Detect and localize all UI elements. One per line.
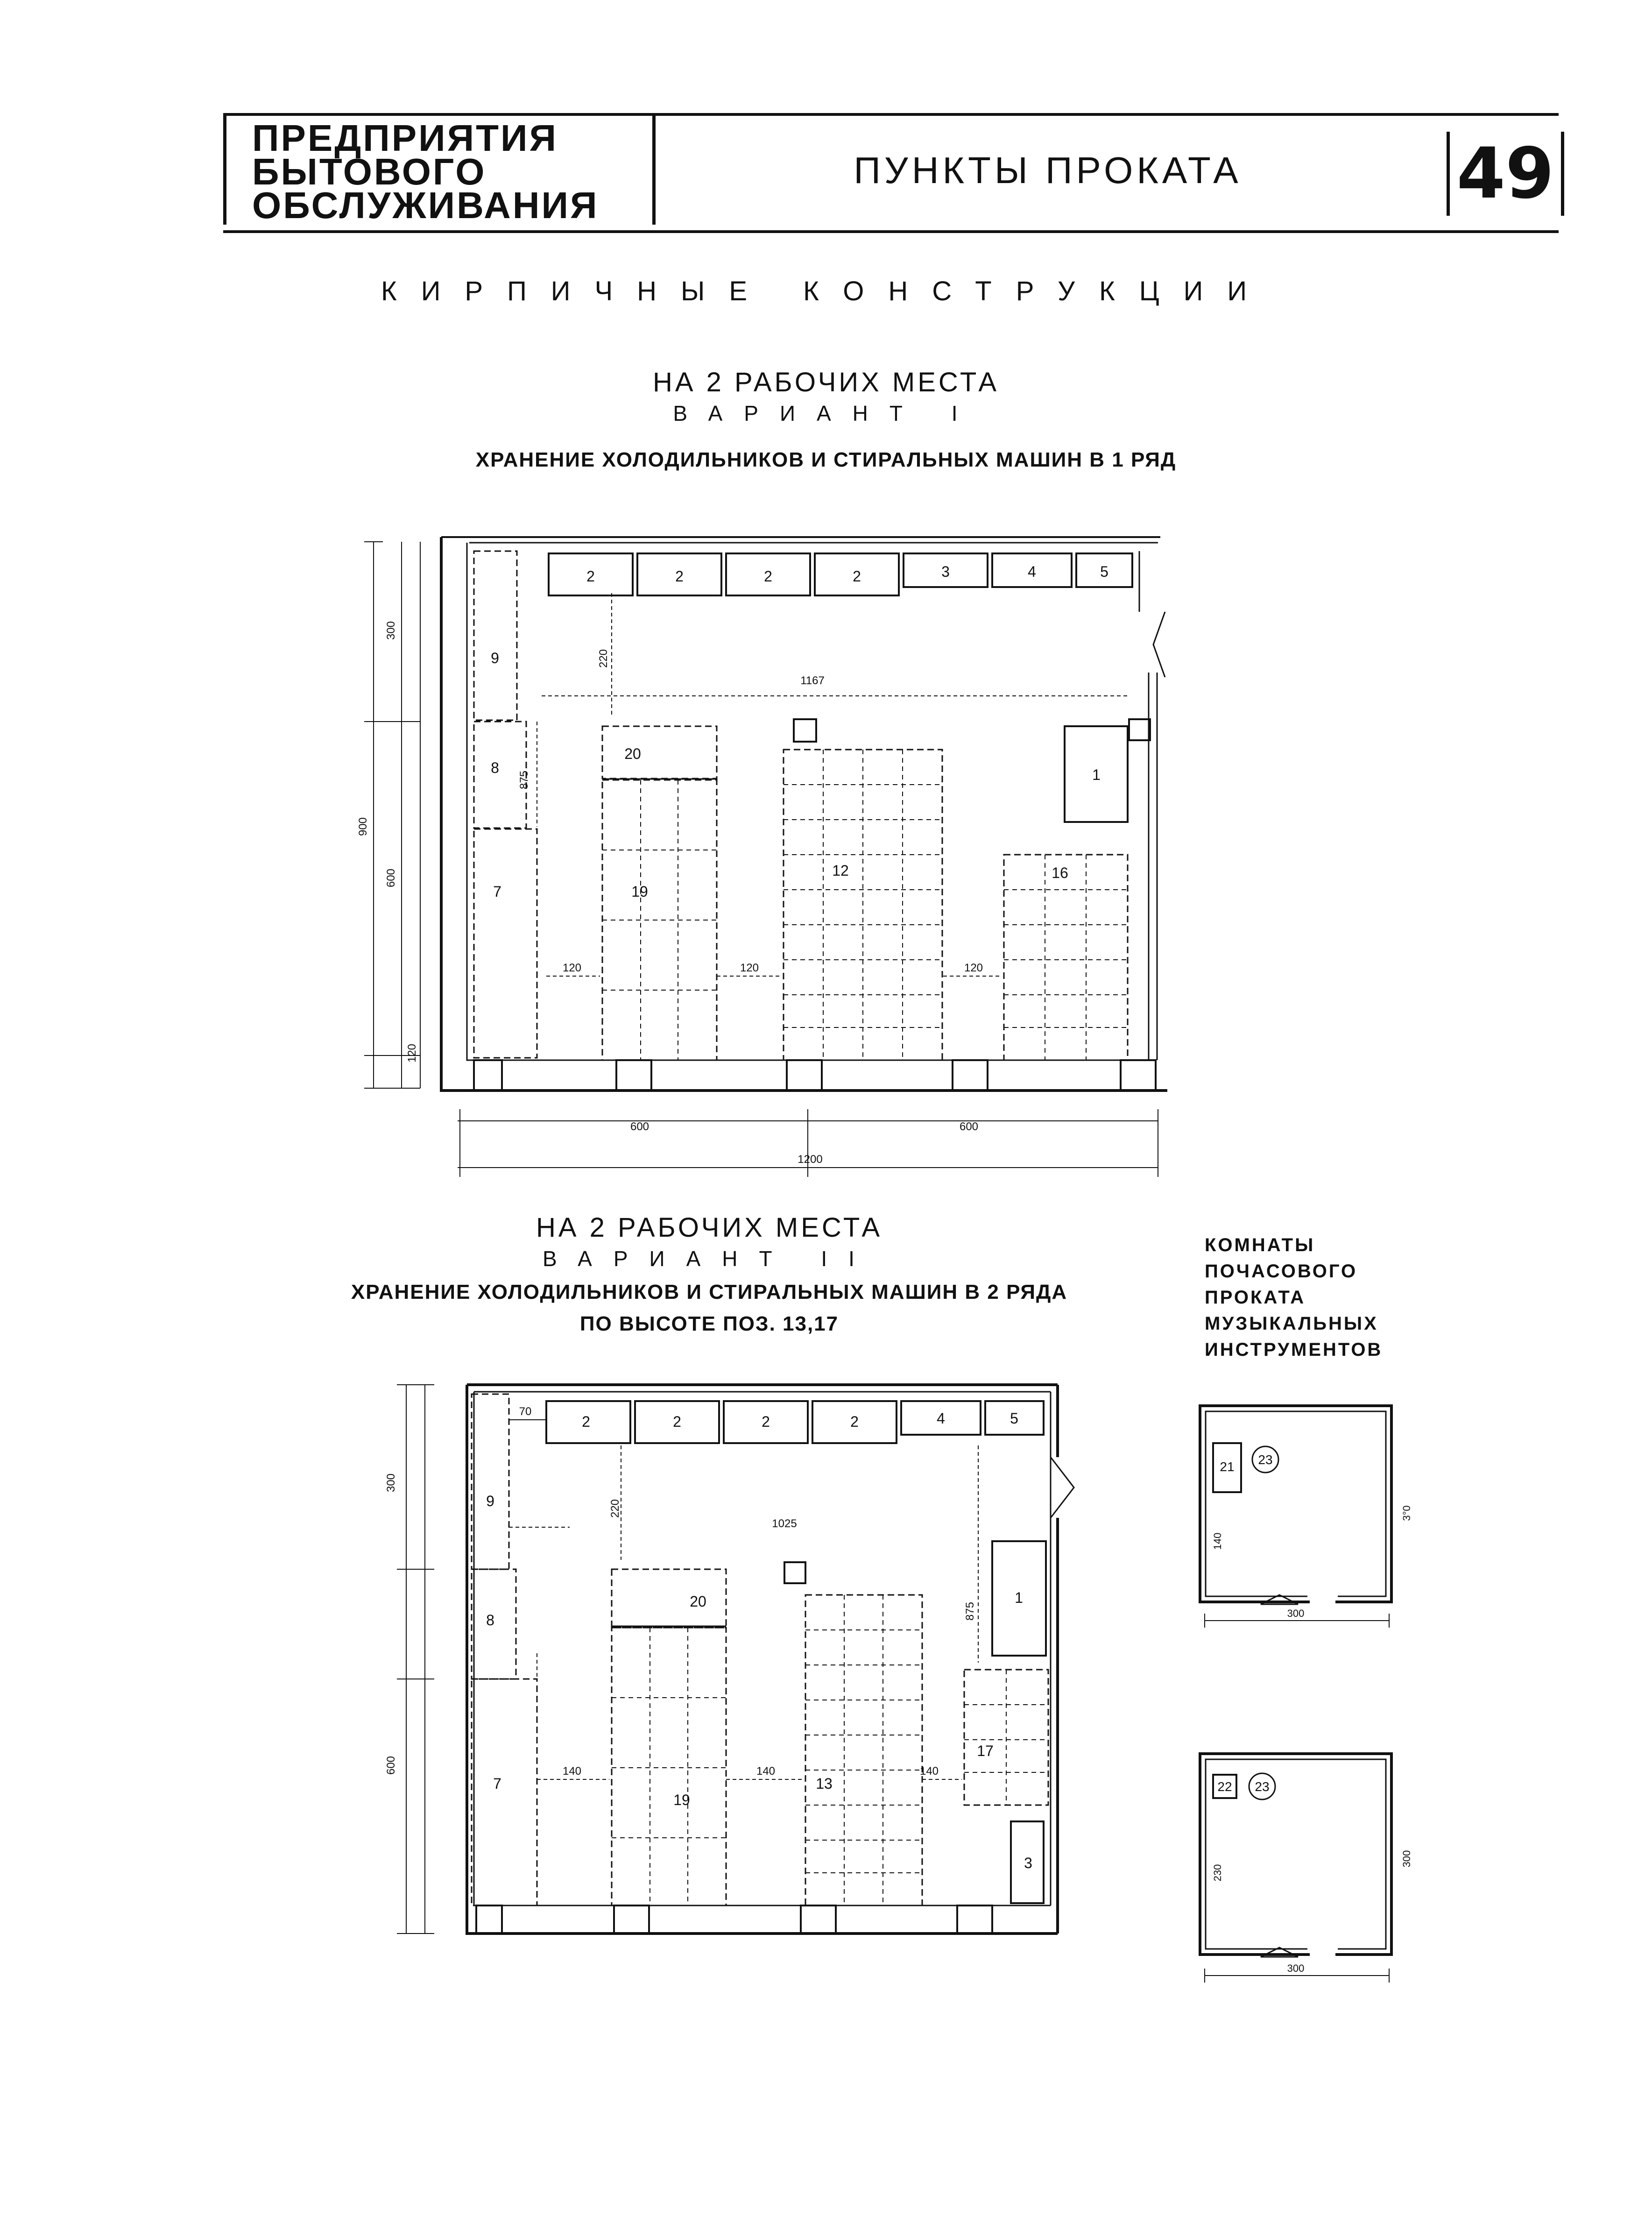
page-subtitle: КИРПИЧНЫЕ КОНСТРУКЦИИ xyxy=(381,276,1271,306)
plan1-label-19: 19 xyxy=(631,883,648,900)
section-title-line2: БЫТОВОГО xyxy=(252,151,487,192)
plan1-dim-600-right: 600 xyxy=(959,1120,979,1133)
plan1-dim-875: 875 xyxy=(518,770,530,790)
plan1-label-7: 7 xyxy=(493,883,501,900)
room2-dim-width: 300 xyxy=(1287,1962,1305,1974)
plan2-wall xyxy=(467,1385,1058,1934)
plan2-caption-line2: ПО ВЫСОТЕ ПОЗ. 13,17 xyxy=(579,1312,839,1335)
plan2-column xyxy=(784,1562,805,1583)
plan1-label-1: 1 xyxy=(1092,766,1101,783)
plan1-dim-120-a: 120 xyxy=(562,962,582,974)
plan1-dim-600-left: 600 xyxy=(630,1120,650,1133)
plan1-label-item-5: 5 xyxy=(1100,563,1108,580)
room1-dim-140: 140 xyxy=(1212,1532,1223,1550)
plan2-dim-875: 875 xyxy=(964,1601,976,1621)
plan1-dim-120-vertical: 120 xyxy=(406,1043,418,1063)
plan2-footing xyxy=(476,1905,502,1934)
plan1-label-item-2c: 2 xyxy=(764,568,772,585)
plan1-label-12: 12 xyxy=(832,862,849,879)
rooms-caption-line1: КОМНАТЫ xyxy=(1205,1235,1315,1255)
plan2-label-7: 7 xyxy=(493,1775,501,1792)
plan2-dim-140-b: 140 xyxy=(756,1765,776,1778)
plan1-dim-220: 220 xyxy=(597,649,610,668)
rooms-caption-line2: ПОЧАСОВОГО xyxy=(1205,1261,1358,1282)
plan1-dim-1167: 1167 xyxy=(800,674,825,687)
plan2-label-1: 1 xyxy=(1015,1589,1023,1606)
plan2-label-3: 3 xyxy=(1024,1855,1032,1871)
plan2-label-13: 13 xyxy=(816,1775,833,1792)
plan2-dim-140-c: 140 xyxy=(919,1765,939,1778)
plan1-label-item-2b: 2 xyxy=(675,568,684,585)
plan1-label-item-4: 4 xyxy=(1028,563,1036,580)
plan2-variant: ВАРИАНТ II xyxy=(543,1247,876,1271)
plan2-label-item-2b: 2 xyxy=(673,1413,681,1430)
room2-label-23: 23 xyxy=(1255,1779,1270,1794)
plan2-footing xyxy=(801,1905,836,1934)
room2-label-22: 22 xyxy=(1217,1779,1232,1794)
plan2-item-13 xyxy=(805,1595,922,1905)
rooms-caption-line4: МУЗЫКАЛЬНЫХ xyxy=(1205,1313,1378,1334)
plan2-footing xyxy=(957,1905,992,1934)
plan1-title: НА 2 РАБОЧИХ МЕСТА xyxy=(652,367,1000,397)
plan1-label-16: 16 xyxy=(1052,864,1068,881)
plan1-label-20: 20 xyxy=(624,745,641,762)
room2-dim-230: 230 xyxy=(1212,1864,1223,1882)
plan2-title: НА 2 РАБОЧИХ МЕСТА xyxy=(536,1212,883,1243)
plan2-item-7 xyxy=(472,1679,537,1905)
plan1-dim-300: 300 xyxy=(385,621,397,640)
plan2-label-8: 8 xyxy=(486,1612,494,1629)
plan2-dim-600: 600 xyxy=(385,1756,397,1775)
plan1-label-item-2d: 2 xyxy=(853,568,861,585)
plan2-dim-70: 70 xyxy=(519,1405,532,1418)
plan1-label-item-2a: 2 xyxy=(586,568,595,585)
room1-plan xyxy=(1200,1406,1391,1602)
plan1-dim-120-b: 120 xyxy=(740,962,759,974)
plan2-dim-1025: 1025 xyxy=(772,1517,797,1530)
plan2-label-17: 17 xyxy=(977,1742,994,1759)
plan1-caption: ХРАНЕНИЕ ХОЛОДИЛЬНИКОВ И СТИРАЛЬНЫХ МАШИН В 1 РЯД xyxy=(475,448,1177,471)
plan2-label-19: 19 xyxy=(673,1792,690,1808)
plan2-label-item-2a: 2 xyxy=(582,1413,590,1430)
plan1-label-item-3: 3 xyxy=(941,563,950,580)
plan1-dim-120-c: 120 xyxy=(964,962,983,974)
section-title-line1: ПРЕДПРИЯТИЯ xyxy=(252,117,558,159)
room1-label-23: 23 xyxy=(1258,1452,1273,1467)
plan2-footing xyxy=(614,1905,649,1934)
plan2-label-item-2c: 2 xyxy=(762,1413,770,1430)
plan1-label-8: 8 xyxy=(491,759,499,776)
rooms-caption-line5: ИНСТРУМЕНТОВ xyxy=(1205,1339,1383,1360)
plan1-dim-900: 900 xyxy=(357,817,369,836)
plan1-dim-600: 600 xyxy=(385,868,397,888)
page-number: 49 xyxy=(1447,132,1564,216)
room1-label-21: 21 xyxy=(1220,1459,1235,1474)
plan2-label-item-4: 4 xyxy=(937,1410,945,1427)
plan2-dim-140-a: 140 xyxy=(562,1765,582,1778)
section-title-line3: ОБСЛУЖИВАНИЯ xyxy=(252,184,599,226)
plan2-dim-220: 220 xyxy=(609,1499,621,1518)
plan2-item-9 xyxy=(472,1394,509,1569)
plan2-door-icon xyxy=(1051,1457,1074,1518)
plan1-label-9: 9 xyxy=(491,650,499,666)
room2-dim-height: 300 xyxy=(1401,1850,1412,1868)
plan2-label-20: 20 xyxy=(690,1593,706,1610)
plan2-item-19 xyxy=(612,1628,726,1905)
plan1-dim-1200: 1200 xyxy=(798,1153,823,1166)
plan2-label-item-2d: 2 xyxy=(850,1413,859,1430)
plan2-label-item-5: 5 xyxy=(1010,1410,1018,1427)
rooms-caption-line3: ПРОКАТА xyxy=(1205,1287,1306,1308)
plan2-caption-line1: ХРАНЕНИЕ ХОЛОДИЛЬНИКОВ И СТИРАЛЬНЫХ МАШИН В 2 РЯДА xyxy=(351,1281,1068,1303)
plan2-dim-300: 300 xyxy=(385,1473,397,1493)
plan2-item-20 xyxy=(612,1569,726,1628)
room1-dim-height: 3°0 xyxy=(1401,1505,1412,1521)
topic-title: ПУНКТЫ ПРОКАТА xyxy=(854,149,1242,191)
room1-dim-width: 300 xyxy=(1287,1608,1305,1619)
plan1-variant: ВАРИАНТ I xyxy=(673,401,979,425)
plan2-label-9: 9 xyxy=(486,1493,494,1509)
